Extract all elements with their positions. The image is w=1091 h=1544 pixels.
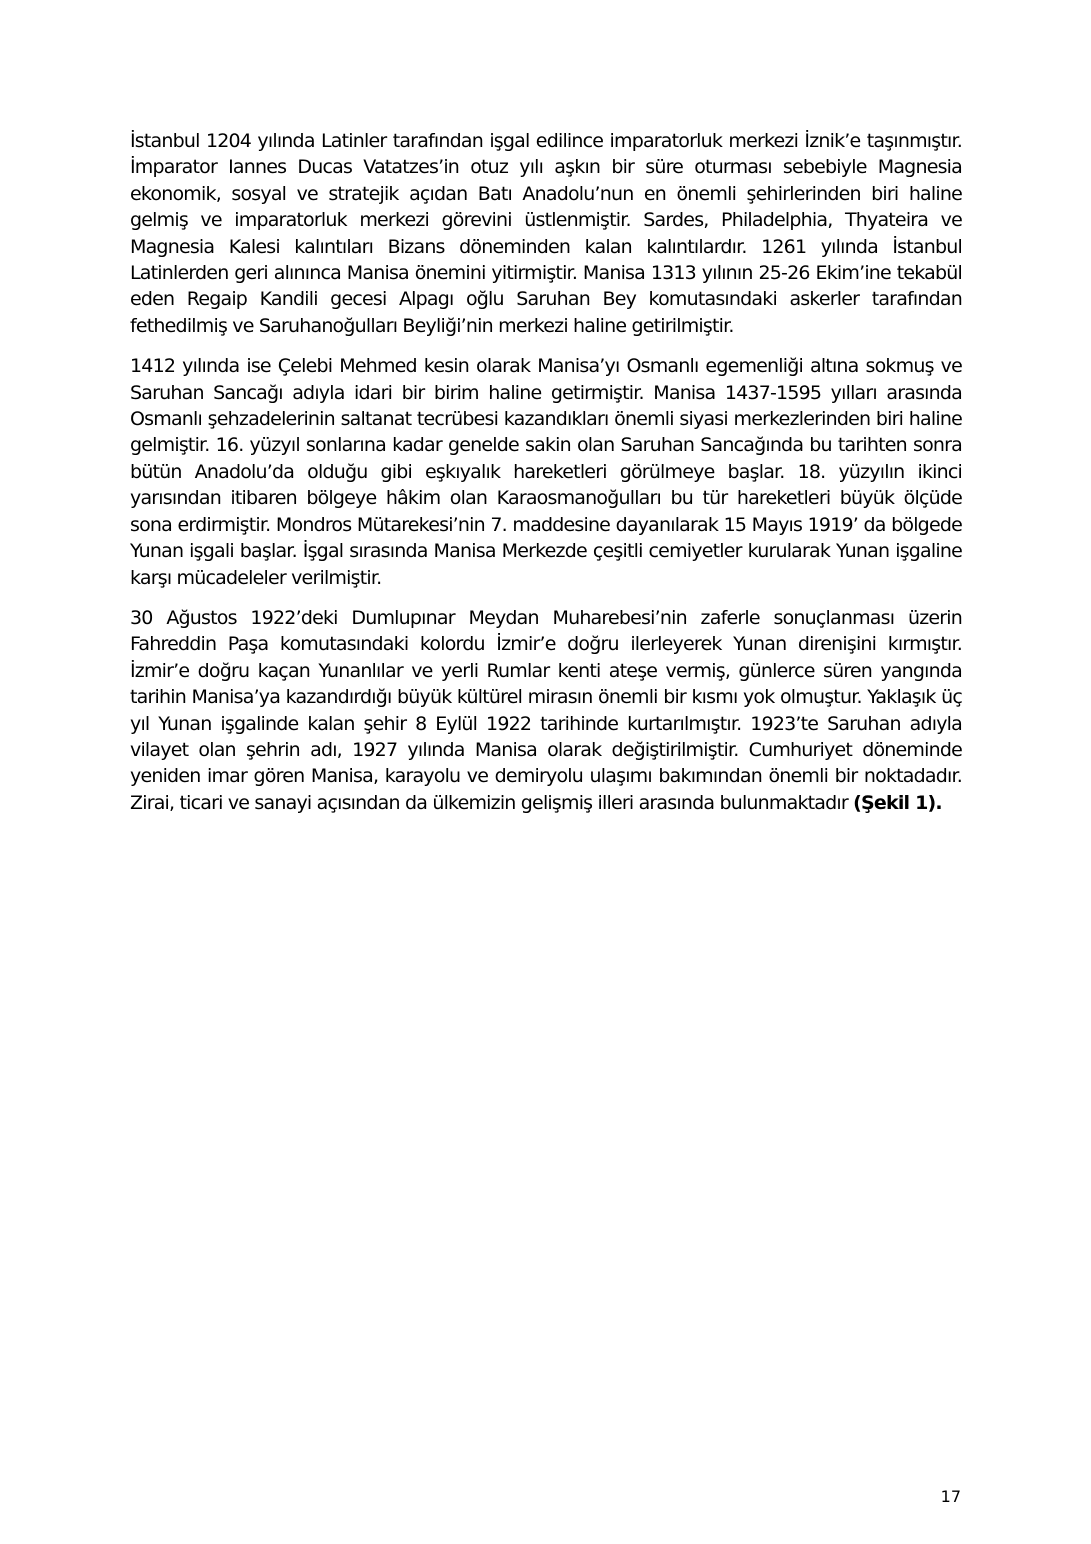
paragraph-2: 1412 yılında ise Çelebi Mehmed kesin olarak Manisa’yı Osmanlı egemenliği altına sokmuş ve Saruhan Sancağı adıyla idari bir birim haline getirmiştir. Manisa 1437-1595 yılları arasında Osmanlı şehzadelerinin saltanat tecrübesi kazandıkları önemli siyasi merkezlerinden biri haline gelmiştir. 16. yüzyıl sonlarına kadar genelde sakin olan Saruhan Sancağında bu tarihten sonra bütün Anadolu’da olduğu gibi eşkıyalık hareketleri görülmeye başlar. 18. yüzyılın ikinci yarısından itibaren bölgeye hâkim olan Karaosmanoğulları bu tür hareketleri büyük ölçüde sona erdirmiştir. Mondros Mütarekesi’nin 7. maddesine dayanılarak 15 Mayıs 1919’ da bölgede Yunan işgali başlar. İşgal sırasında Manisa Merkezde çeşitli cemiyetler kurularak Yunan işgaline karşı mücadeleler verilmiştir. bbox=[130, 355, 962, 589]
body-text bbox=[130, 128, 962, 830]
page-number: 17 bbox=[940, 1487, 961, 1506]
paragraph-3-text: 30 Ağustos 1922’deki Dumlupınar Meydan Muharebesi’nin zaferle sonuçlanması üzerin Fahreddin Paşa komutasındaki kolordu İzmir’e doğru ilerleyerek Yunan direnişini kırmıştır. İzmir’e doğru kaçan Yunanlılar ve yerli Rumlar kenti ateşe vermiş, günlerce süren yangında tarihin Manisa’ya kazandırdığı büyük kültürel mirasın önemli bir kısmı yok olmuştur. Yaklaşık üç yıl Yunan işgalinde kalan şehir 8 Eylül 1922 tarihinde kurtarılmıştır. 1923’te Saruhan adıyla vilayet olan şehrin adı, 1927 yılında Manisa olarak değiştirilmiştir. Cumhuriyet döneminde yeniden imar gören Manisa, karayolu ve demiryolu ulaşımı bakımından önemli bir noktadadır. Zirai, ticari ve sanayi açısından da ülkemizin gelişmiş illeri arasında bulunmaktadır bbox=[130, 606, 962, 814]
figure-reference: (Şekil 1). bbox=[853, 791, 942, 814]
paragraph-3 bbox=[130, 605, 962, 816]
paragraph-1: İstanbul 1204 yılında Latinler tarafından işgal edilince imparatorluk merkezi İznik’e taşınmıştır. İmparator Iannes Ducas Vatatzes’in otuz yılı aşkın bir süre oturması sebebiyle Magnesia ekonomik, sosyal ve stratejik açıdan Batı Anadolu’nun en önemli şehirlerinden biri haline gelmiş ve imparatorluk merkezi görevini üstlenmiştir. Sardes, Philadelphia, Thyateira ve Magnesia Kalesi kalıntıları Bizans döneminden kalan kalıntılardır. 1261 yılında İstanbul Latinlerden geri alınınca Manisa önemini yitirmiştir. Manisa 1313 yılının 25-26 Ekim’ine tekabül eden Regaip Kandili gecesi Alpagı oğlu Saruhan Bey komutasındaki askerler tarafından fethedilmiş ve Saruhanoğulları Beyliği’nin merkezi haline getirilmiştir. bbox=[130, 130, 962, 337]
